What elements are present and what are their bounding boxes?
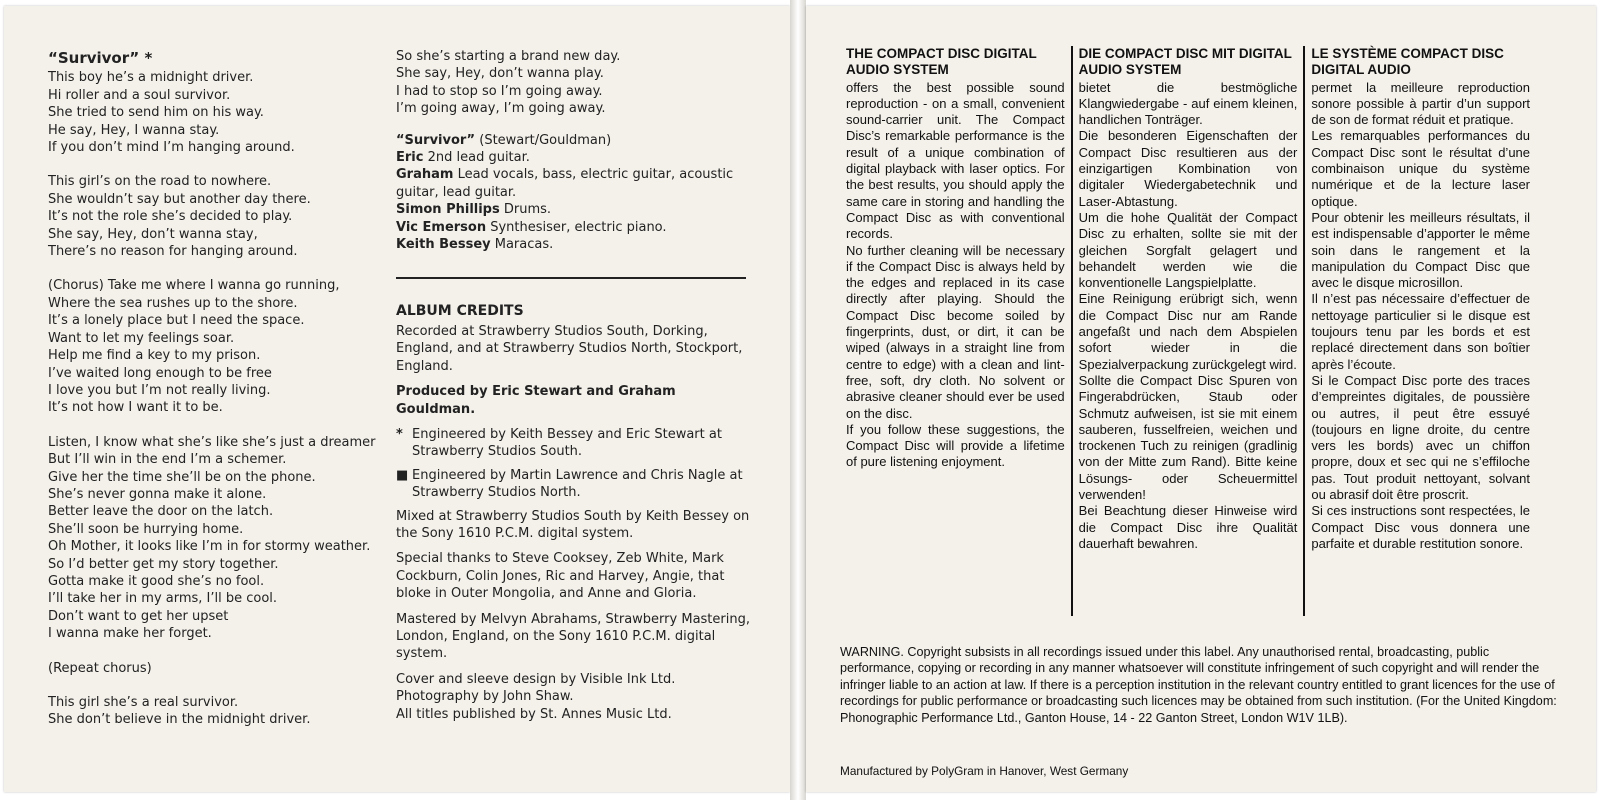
- lyrics-column: [48, 49, 376, 729]
- performer-role: Maracas.: [490, 237, 554, 253]
- photography-line: Photography by John Shaw.: [396, 689, 574, 705]
- lyrics-stanza: [48, 434, 376, 643]
- performer-name: Eric: [396, 150, 424, 166]
- info-paragraph: No further cleaning will be necessary if the Compact Disc is always held by the edges and replaced in its case directly after playing. Should the Compact Disc become soiled by fingerprints, dust, or dirt, it can be wiped (always in a straight line from centre to edge) with a clean and lint-free, soft, dry cloth. No solvent or abrasive cleaner should ever be used on the disc.: [846, 242, 1065, 421]
- engineered-text: Engineered by Martin Lawrence and Chris Nagle at Strawberry Studios North.: [412, 467, 743, 501]
- info-column: [1303, 46, 1536, 616]
- performer-name: Graham: [396, 167, 454, 183]
- lyric-line: There’s no reason for hanging around.: [48, 244, 298, 260]
- lyrics-stanza: [48, 660, 358, 677]
- publisher-line: All titles published by St. Annes Music Ltd.: [396, 706, 672, 722]
- performer-row: [396, 219, 751, 236]
- lyrics-stanza: [48, 277, 358, 416]
- lyric-line: Help me find a key to my prison.: [48, 348, 261, 364]
- performer-name: Vic Emerson: [396, 219, 487, 235]
- lyric-line: I’ll take her in my arms, I’ll be cool.: [48, 591, 278, 607]
- info-paragraph: Um die hohe Qualität der Compact Disc zu erhalten, sollte sie mit der gleichen Sorgfalt gelagert und behandelt werden wie die konventionelle Langspielplatte.: [1078, 209, 1298, 291]
- lyric-line: I had to stop so I’m going away.: [396, 83, 603, 99]
- song-credit-writers: (Stewart/Gouldman): [479, 132, 612, 148]
- performer-name: Simon Phillips: [396, 202, 500, 218]
- performer-name: Keith Bessey: [396, 237, 491, 253]
- info-paragraph: Pour obtenir les meilleurs résultats, il est indispensable d’apporter le même soin dans le rangement et la manipulation du Compact Disc que avec le disque microsillon.: [1311, 209, 1531, 291]
- lyrics-stanza: [396, 48, 751, 118]
- lyric-line: Listen, I know what she’s like she’s just a dreamer: [48, 434, 376, 450]
- lyric-line: It’s not the role she’s decided to play.: [48, 209, 293, 225]
- manufacturer-note: Manufactured by PolyGram in Hanover, West Germany: [840, 764, 1129, 778]
- lyric-line: I love you but I’m not really living.: [48, 382, 271, 398]
- song-credit-heading: [396, 132, 751, 149]
- bullet-mark: *: [396, 426, 403, 442]
- lyric-line: (Repeat chorus): [48, 660, 152, 676]
- lyric-line: Gotta make it good she’s no fool.: [48, 573, 265, 589]
- info-paragraph: Die besonderen Eigenschaften der Compact Disc resultieren aus der einzigartigen Kombination von digitaler Wiedergabetechnik und Laser-Abtastung.: [1078, 128, 1298, 209]
- engineered-item: [396, 426, 751, 461]
- design-credits: [396, 671, 751, 723]
- info-column-heading: DIE COMPACT DISC MIT DIGITAL AUDIO SYSTEM: [1078, 46, 1292, 78]
- right-booklet-page: [806, 6, 1596, 792]
- lyric-line: She’ll soon be hurrying home.: [48, 521, 244, 537]
- thanks-text: Special thanks to Steve Cooksey, Zeb White, Mark Cockburn, Colin Jones, Ric and Harvey, Angie, that bloke in Outer Mongolia, and Anne and Gloria.: [396, 551, 725, 602]
- lyric-line: Better leave the door on the latch.: [48, 504, 274, 520]
- lyric-line: So I’d better get my story together.: [48, 556, 279, 572]
- lyrics-stanzas: [48, 69, 376, 728]
- info-paragraph: Bei Beachtung dieser Hinweise wird die Compact Disc ihre Qualität dauerhaft bewahren.: [1078, 503, 1298, 551]
- info-paragraph: Si ces instructions sont respectées, le Compact Disc vous donnera une parfaite et durable restitution sonore.: [1311, 503, 1531, 551]
- lyric-line: She tried to send him on his way.: [48, 105, 264, 121]
- left-booklet-page: [4, 6, 790, 792]
- lyric-line: She’s never gonna make it alone.: [48, 486, 267, 502]
- section-divider: [396, 277, 746, 279]
- lyric-line: She wouldn’t say but another day there.: [48, 191, 311, 207]
- info-column: [840, 46, 1071, 616]
- info-column: [1071, 46, 1304, 616]
- lyric-line: Don’t want to get her upset: [48, 608, 229, 624]
- performer-role: 2nd lead guitar.: [423, 150, 530, 166]
- lyric-line: This boy he’s a midnight driver.: [48, 70, 254, 86]
- performers-list: [396, 149, 751, 253]
- bullet-mark: ■: [396, 467, 409, 483]
- performer-row: [396, 201, 751, 218]
- info-paragraph: offers the best possible sound reproduction - on a small, convenient sound-carrier unit. The Compact Disc’s remarkable performance is the result of a unique combination of digital playback with laser optics. For the best results, you should apply the same care in storing and handling the Compact Disc as with conventional records.: [846, 79, 1065, 242]
- song-credit-title: “Survivor”: [396, 132, 476, 148]
- lyrics-stanza: [48, 173, 358, 260]
- info-paragraph: permet la meilleure reproduction sonore possible à partir d’un support de son de format réduit et pratique.: [1311, 79, 1531, 128]
- info-paragraph: Sollte die Compact Disc Spuren von Fingerabdrücken, Staub oder Schmutz aufweisen, ist sie mit einem sauberen, fusselfreien, weichen und trockenen Tuch zu reinigen (gradlinig von der Mitte zum Rand). Bitte keine Lösungs- oder Scheuermittel verwenden!: [1078, 372, 1298, 503]
- lyric-line: It’s a lonely place but I need the space.: [48, 313, 305, 329]
- lyric-line: (Chorus) Take me where I wanna go running,: [48, 278, 340, 294]
- copyright-warning: WARNING. Copyright subsists in all recordings issued under this label. Any unauthorised rental, broadcasting, public performance, copying or recording in any manner whatsoever will constitute infringement of such copyright and will render the infringer liable to an action at law. If there is a perception institution in the relevant country entitled to grant licences for the use of recordings for public performance or broadcasting such licences may be obtained from such institution. (For the United Kingdom: Phonographic Performance Ltd., Ganton House, 14 - 22 Ganton Street, London W1V 1LB).: [840, 645, 1557, 725]
- lyrics-stanza: [48, 694, 358, 729]
- engineered-text: Engineered by Keith Bessey and Eric Stewart at Strawberry Studios South.: [412, 426, 722, 460]
- lyric-line: Want to let my feelings soar.: [48, 330, 235, 346]
- lyric-line: She don’t believe in the midnight driver.: [48, 712, 311, 728]
- info-paragraph: Si le Compact Disc porte des traces d’empreintes digitales, de poussière ou autres, il peut être essuyé (toujours en ligne droite, du centre vers les bords) avec un chiffon propre, doux et sec qui ne s’effiloche pas. Tout produit nettoyant, solvant ou abrasif doit être proscrit.: [1311, 372, 1531, 503]
- info-paragraph: If you follow these suggestions, the Compact Disc will provide a lifetime of pure listening enjoyment.: [846, 421, 1065, 470]
- lyric-line: I’ve waited long enough to be free: [48, 365, 272, 381]
- song-title: “Survivor” *: [48, 49, 153, 67]
- info-column-heading: LE SYSTÈME COMPACT DISC DIGITAL AUDIO: [1311, 46, 1504, 78]
- lyric-line: If you don’t mind I’m hanging around.: [48, 140, 295, 156]
- design-line: Cover and sleeve design by Visible Ink Ltd.: [396, 671, 676, 687]
- mixed-text: Mixed at Strawberry Studios South by Keith Bessey on the Sony 1610 P.C.M. digital system.: [396, 508, 750, 541]
- mastered-text: Mastered by Melvyn Abrahams, Strawberry Mastering, London, England, on the Sony 1610 P.C.M. digital system.: [396, 611, 750, 662]
- info-paragraph: Eine Reinigung erübrigt sich, wenn die Compact Disc nur am Rande angefaßt und nach dem Abspielen sofort wieder in die Spezialverpackung zurückgelegt wird.: [1078, 291, 1298, 372]
- lyrics-stanza: [48, 69, 358, 156]
- lyric-line: Give her the time she’ll be on the phone.: [48, 469, 316, 485]
- lyric-line: I wanna make her forget.: [48, 626, 212, 642]
- info-paragraph: Il n’est pas nécessaire d’effectuer de nettoyage particulier si le disque est toujours tenu par les bords et est replacé directement dans son boîtier après l’écoute.: [1311, 291, 1531, 372]
- performer-role: Drums.: [499, 202, 552, 218]
- recorded-text: Recorded at Strawberry Studios South, Dorking, England, and at Strawberry Studios North, Stockport, England.: [396, 323, 743, 374]
- info-paragraph: bietet die bestmögliche Klangwiedergabe - auf einem kleinen, handlichen Tonträger.: [1078, 79, 1298, 128]
- lyric-line: She say, Hey, don’t wanna stay,: [48, 226, 258, 242]
- lyric-line: He say, Hey, I wanna stay.: [48, 122, 220, 138]
- performer-role: Synthesiser, electric piano.: [486, 219, 667, 235]
- engineered-item: [396, 467, 751, 502]
- compact-disc-info-columns: [840, 46, 1536, 616]
- info-column-heading: THE COMPACT DISC DIGITAL AUDIO SYSTEM: [846, 46, 1037, 78]
- lyric-line: It’s not how I want it to be.: [48, 400, 223, 416]
- lyric-line: So she’s starting a brand new day.: [396, 49, 621, 64]
- lyric-line: This girl’s on the road to nowhere.: [48, 174, 272, 190]
- lyric-line: But I’ll win in the end I’m a schemer.: [48, 452, 287, 468]
- lyric-line: Oh Mother, it looks like I’m in for stormy weather.: [48, 539, 371, 555]
- lyrics-continued: [396, 48, 751, 118]
- performer-row: [396, 236, 751, 253]
- performer-row: [396, 166, 751, 201]
- lyric-line: I’m going away, I’m going away.: [396, 101, 606, 117]
- info-paragraph: Les remarquables performances du Compact Disc sont le résultat d’une combinaison unique du système numérique et de la lecture laser optique.: [1311, 128, 1531, 209]
- produced-text: Produced by Eric Stewart and Graham Gouldman.: [396, 384, 676, 417]
- lyric-line: This girl she’s a real survivor.: [48, 695, 239, 710]
- performer-role: Lead vocals, bass, electric guitar, acoustic guitar, lead guitar.: [396, 167, 734, 200]
- album-credits-heading: ALBUM CREDITS: [396, 303, 524, 320]
- lyric-line: Where the sea rushes up to the shore.: [48, 295, 298, 311]
- lyric-line: She say, Hey, don’t wanna play.: [396, 66, 604, 82]
- lyric-line: Hi roller and a soul survivor.: [48, 87, 231, 103]
- performer-row: [396, 149, 751, 166]
- engineered-list: [396, 426, 751, 502]
- credits-column: [396, 48, 751, 723]
- booklet-spine: [790, 0, 806, 800]
